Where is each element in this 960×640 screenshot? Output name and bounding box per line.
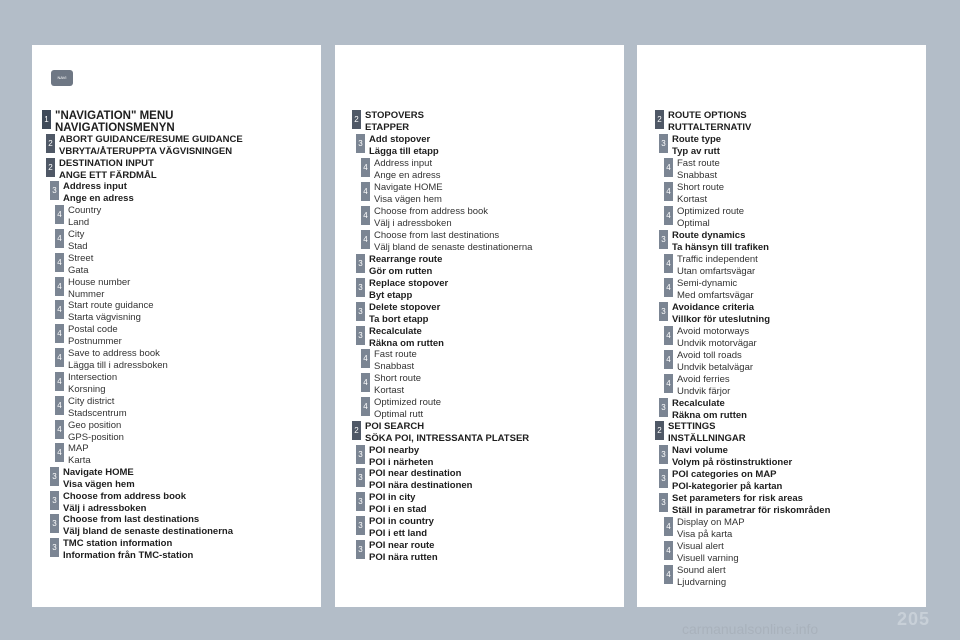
entry-english: Avoid motorways: [677, 326, 750, 337]
entry-english: Country: [68, 205, 102, 216]
menu-entry-level-4: [664, 278, 754, 302]
menu-entry-level-4: [664, 182, 724, 206]
level-badge: 4: [664, 254, 673, 273]
menu-entry-level-4: [55, 300, 154, 324]
entry-swedish: Korsning: [68, 384, 106, 395]
entry-english: Navigate HOME: [374, 182, 443, 193]
level-badge: 3: [356, 540, 365, 559]
menu-entry-text: [672, 230, 769, 254]
menu-entry-text: [374, 397, 441, 421]
entry-english: Traffic independent: [677, 254, 758, 265]
menu-entry-level-2: [46, 134, 243, 158]
level-badge: 3: [659, 230, 668, 249]
menu-entry-text: [68, 300, 154, 324]
level-badge: 4: [664, 517, 673, 536]
level-badge: 3: [356, 278, 365, 297]
entry-english: Short route: [374, 373, 421, 384]
menu-entry-text: [68, 253, 93, 277]
entry-english: Street: [68, 253, 94, 264]
menu-entry-level-2: [352, 421, 529, 445]
menu-entry-level-4: [361, 349, 417, 373]
menu-entry-text: [369, 278, 448, 302]
entry-swedish: Visa vägen hem: [374, 194, 442, 205]
level-badge: 4: [664, 278, 673, 297]
menu-entry-text: [677, 326, 757, 350]
level-badge: 4: [55, 324, 64, 343]
entry-swedish: Karta: [68, 455, 91, 466]
entry-english: Geo position: [68, 420, 122, 431]
level-badge: 2: [352, 110, 361, 129]
menu-entry-text: [677, 206, 744, 230]
level-badge: 4: [55, 300, 64, 319]
level-badge: 4: [361, 373, 370, 392]
menu-entry-level-4: [664, 350, 753, 374]
menu-entry-level-4: [55, 253, 93, 277]
menu-entry-text: [68, 205, 101, 229]
level-badge: 2: [655, 110, 664, 129]
level-badge: 2: [655, 421, 664, 440]
level-badge: 4: [664, 374, 673, 393]
menu-entry-level-4: [664, 565, 726, 589]
entry-swedish: Välj i adressboken: [374, 218, 452, 229]
entry-swedish: Undvik motorvägar: [677, 338, 757, 349]
entry-english: Short route: [677, 182, 724, 193]
menu-entry-text: [672, 398, 747, 422]
entry-english: MAP: [68, 443, 89, 454]
menu-entry-text: [365, 421, 529, 445]
entry-swedish: Snabbast: [677, 170, 718, 181]
level-badge: 4: [55, 348, 64, 367]
level-badge: 4: [664, 565, 673, 584]
entry-english: Choose from last destinations: [63, 514, 200, 525]
menu-entry-level-3: [659, 469, 782, 493]
menu-entry-text: [677, 541, 739, 565]
menu-entry-level-2: [46, 158, 157, 182]
level-badge: 3: [356, 516, 365, 535]
entry-english: House number: [68, 277, 131, 288]
entry-english: Optimized route: [677, 206, 745, 217]
menu-entry-text: [677, 158, 720, 182]
menu-entry-text: [677, 374, 730, 398]
entry-swedish: Visa vägen hem: [63, 479, 135, 490]
menu-entry-level-3: [356, 302, 440, 326]
level-badge: 4: [664, 541, 673, 560]
entry-swedish: Ljudvarning: [677, 577, 727, 588]
entry-swedish: Land: [68, 217, 90, 228]
menu-entry-text: [668, 421, 746, 445]
menu-entry-text: [365, 110, 424, 134]
menu-entry-level-4: [664, 541, 739, 565]
entry-english: Start route guidance: [68, 300, 154, 311]
level-badge: 3: [50, 514, 59, 533]
entry-english: Avoid ferries: [677, 374, 730, 385]
level-badge: 4: [55, 372, 64, 391]
menu-entry-level-4: [55, 277, 130, 301]
entry-swedish: POI nära destinationen: [369, 480, 473, 491]
entry-swedish: Visa på karta: [677, 529, 733, 540]
entry-swedish: Lägga till i adressboken: [68, 360, 168, 371]
entry-english: Semi-dynamic: [677, 278, 738, 289]
menu-entry-level-3: [659, 230, 769, 254]
menu-entry-level-4: [55, 396, 127, 420]
entry-english: Fast route: [374, 349, 417, 360]
entry-swedish: ETAPPER: [365, 122, 410, 133]
level-badge: 4: [361, 182, 370, 201]
entry-english: DESTINATION INPUT: [59, 158, 154, 169]
menu-entry-level-2: [655, 421, 746, 445]
level-badge: 3: [50, 467, 59, 486]
entry-swedish: INSTÄLLNINGAR: [668, 433, 746, 444]
menu-entry-level-3: [356, 445, 433, 469]
menu-entry-text: [63, 181, 134, 205]
entry-swedish: SÖKA POI, INTRESSANTA PLATSER: [365, 433, 530, 444]
level-badge: 2: [46, 158, 55, 177]
entry-english: SETTINGS: [668, 421, 716, 432]
entry-swedish: Ta hänsyn till trafiken: [672, 242, 769, 253]
entry-swedish: NAVIGATIONSMENYN: [55, 122, 175, 134]
entry-english: Visual alert: [677, 541, 724, 552]
entry-swedish: Gata: [68, 265, 89, 276]
menu-entry-level-3: [50, 181, 134, 205]
menu-entry-text: [374, 206, 488, 230]
level-badge: 4: [664, 206, 673, 225]
menu-entry-text: [63, 514, 233, 538]
entry-english: POI near route: [369, 540, 435, 551]
entry-swedish: Stad: [68, 241, 88, 252]
entry-english: Route type: [672, 134, 722, 145]
menu-entry-text: [374, 373, 421, 397]
entry-swedish: Undvik betalvägar: [677, 362, 754, 373]
menu-entry-level-3: [356, 134, 439, 158]
menu-entry-level-3: [50, 538, 193, 562]
menu-entry-level-4: [55, 324, 122, 348]
entry-english: POI in country: [369, 516, 434, 527]
level-badge: 3: [659, 302, 668, 321]
menu-entry-level-3: [659, 445, 792, 469]
entry-swedish: Kortast: [374, 385, 405, 396]
level-badge: 3: [659, 134, 668, 153]
entry-swedish: Med omfartsvägar: [677, 290, 754, 301]
level-badge: 4: [55, 443, 64, 462]
entry-english: Sound alert: [677, 565, 726, 576]
level-badge: 4: [664, 158, 673, 177]
entry-swedish: Typ av rutt: [672, 146, 720, 157]
menu-entry-level-4: [55, 205, 101, 229]
entry-english: Address input: [374, 158, 433, 169]
menu-entry-text: [68, 348, 168, 372]
menu-entry-text: [369, 492, 427, 516]
menu-entry-text: [369, 445, 433, 469]
entry-swedish: Kortast: [677, 194, 708, 205]
level-badge: 4: [55, 253, 64, 272]
entry-swedish: Ange en adress: [63, 193, 134, 204]
entry-english: Display on MAP: [677, 517, 745, 528]
entry-english: City district: [68, 396, 115, 407]
menu-entry-level-4: [361, 373, 421, 397]
entry-swedish: Postnummer: [68, 336, 122, 347]
entry-english: Fast route: [677, 158, 720, 169]
entry-swedish: VBRYTA/ÅTERUPPTA VÄGVISNINGEN: [59, 146, 233, 157]
menu-entry-level-4: [361, 206, 488, 230]
menu-entry-text: [369, 254, 442, 278]
menu-entry-text: [369, 302, 440, 326]
menu-entry-level-3: [659, 134, 721, 158]
entry-swedish: Snabbast: [374, 361, 415, 372]
level-badge: 3: [50, 538, 59, 557]
entry-english: Address input: [63, 181, 127, 192]
menu-entry-level-3: [356, 254, 442, 278]
menu-entry-text: [677, 254, 758, 278]
entry-english: Avoid toll roads: [677, 350, 742, 361]
level-badge: 4: [361, 397, 370, 416]
entry-english: Add stopover: [369, 134, 431, 145]
menu-entry-level-4: [55, 443, 91, 467]
menu-entry-level-4: [664, 206, 744, 230]
menu-entry-level-3: [356, 326, 444, 350]
menu-entry-level-4: [55, 229, 88, 253]
menu-entry-text: [374, 230, 532, 254]
menu-entry-text: [63, 538, 193, 562]
level-badge: 4: [361, 206, 370, 225]
entry-english: Choose from address book: [374, 206, 489, 217]
entry-english: City: [68, 229, 85, 240]
level-badge: 3: [659, 398, 668, 417]
menu-entry-level-4: [55, 420, 124, 444]
entry-swedish: POI-kategorier på kartan: [672, 481, 783, 492]
entry-english: Postal code: [68, 324, 118, 335]
menu-entry-text: [374, 349, 417, 373]
menu-entry-text: [677, 565, 726, 589]
entry-swedish: Ange en adress: [374, 170, 441, 181]
menu-entry-text: [59, 134, 243, 158]
menu-entry-text: [68, 396, 127, 420]
entry-english: Avoidance criteria: [672, 302, 755, 313]
menu-entry-level-2: [655, 110, 751, 134]
entry-english: ABORT GUIDANCE/RESUME GUIDANCE: [59, 134, 243, 145]
entry-swedish: Stadscentrum: [68, 408, 127, 419]
entry-swedish: Välj bland de senaste destinationerna: [63, 526, 233, 537]
page-number: 205: [896, 609, 930, 629]
entry-english: Route dynamics: [672, 230, 746, 241]
menu-entry-level-3: [356, 516, 434, 540]
level-badge: 4: [55, 277, 64, 296]
menu-entry-text: [374, 158, 441, 182]
menu-entry-text: [68, 443, 91, 467]
entry-english: Delete stopover: [369, 302, 441, 313]
level-badge: 3: [659, 493, 668, 512]
level-badge: 4: [664, 350, 673, 369]
menu-entry-level-3: [50, 514, 233, 538]
menu-entry-text: [63, 491, 186, 515]
entry-english: POI categories on MAP: [672, 469, 777, 480]
entry-english: Rearrange route: [369, 254, 443, 265]
entry-swedish: Information från TMC-station: [63, 550, 194, 561]
menu-entry-text: [55, 110, 175, 134]
menu-entry-text: [369, 540, 438, 564]
level-badge: 4: [55, 420, 64, 439]
entry-english: Replace stopover: [369, 278, 449, 289]
entry-swedish: Undvik färjor: [677, 386, 731, 397]
entry-swedish: POI i närheten: [369, 457, 434, 468]
menu-entry-text: [672, 493, 830, 517]
entry-english: STOPOVERS: [365, 110, 424, 121]
menu-entry-level-3: [659, 302, 770, 326]
watermark: carmanualsonline.info: [682, 621, 819, 637]
menu-entry-text: [672, 469, 782, 493]
level-badge: 4: [361, 230, 370, 249]
menu-entry-text: [369, 516, 434, 540]
level-badge: 1: [42, 110, 51, 129]
menu-entry-level-4: [664, 254, 758, 278]
level-badge: 3: [50, 491, 59, 510]
menu-entry-text: [59, 158, 157, 182]
level-badge: 4: [55, 396, 64, 415]
menu-entry-text: [369, 468, 472, 492]
menu-entry-level-4: [361, 397, 441, 421]
menu-entry-text: [677, 350, 753, 374]
menu-entry-level-4: [55, 348, 168, 372]
level-badge: 2: [352, 421, 361, 440]
entry-swedish: POI i ett land: [369, 528, 428, 539]
level-badge: 3: [356, 468, 365, 487]
level-badge: 3: [356, 134, 365, 153]
entry-swedish: Välj i adressboken: [63, 503, 147, 514]
entry-english: Save to address book: [68, 348, 160, 359]
entry-swedish: Nummer: [68, 289, 105, 300]
menu-entry-text: [672, 302, 770, 326]
level-badge: 4: [664, 182, 673, 201]
entry-swedish: Byt etapp: [369, 290, 413, 301]
menu-entry-text: [374, 182, 443, 206]
menu-entry-level-3: [356, 468, 472, 492]
menu-entry-level-4: [664, 326, 757, 350]
entry-swedish: Optimal rutt: [374, 409, 424, 420]
menu-entry-text: [369, 134, 439, 158]
entry-english: POI nearby: [369, 445, 420, 456]
entry-swedish: Visuell varning: [677, 553, 739, 564]
entry-swedish: Lägga till etapp: [369, 146, 439, 157]
level-badge: 3: [356, 492, 365, 511]
menu-entry-level-3: [50, 467, 135, 491]
entry-english: Navigate HOME: [63, 467, 134, 478]
entry-swedish: RUTTALTERNATIV: [668, 122, 752, 133]
menu-entry-text: [68, 277, 130, 301]
entry-english: POI SEARCH: [365, 421, 425, 432]
menu-entry-level-3: [356, 278, 448, 302]
menu-entry-text: [677, 278, 754, 302]
menu-entry-level-4: [361, 182, 443, 206]
entry-english: Choose from address book: [63, 491, 186, 502]
level-badge: 3: [659, 469, 668, 488]
entry-english: TMC station information: [63, 538, 173, 549]
entry-english: POI in city: [369, 492, 416, 503]
menu-entry-text: [63, 467, 135, 491]
entry-swedish: Ta bort etapp: [369, 314, 429, 325]
entry-english: Recalculate: [672, 398, 725, 409]
menu-entry-text: [668, 110, 751, 134]
menu-entry-level-4: [664, 517, 745, 541]
level-badge: 4: [361, 158, 370, 177]
entry-swedish: GPS-position: [68, 432, 124, 443]
menu-entry-level-4: [664, 158, 720, 182]
entry-english: POI near destination: [369, 468, 462, 479]
level-badge: 3: [50, 181, 59, 200]
menu-entry-text: [672, 445, 792, 469]
entry-swedish: Räkna om rutten: [369, 338, 444, 349]
entry-swedish: Volym på röstinstruktioner: [672, 457, 793, 468]
menu-entry-text: [68, 324, 122, 348]
entry-swedish: Villkor för uteslutning: [672, 314, 770, 325]
entry-english: "NAVIGATION" MENU: [55, 110, 174, 122]
entry-english: Choose from last destinations: [374, 230, 500, 241]
entry-english: ROUTE OPTIONS: [668, 110, 747, 121]
navi-button-icon: NAVI: [51, 70, 73, 86]
entry-swedish: Starta vägvisning: [68, 312, 141, 323]
entry-swedish: Räkna om rutten: [672, 410, 747, 421]
entry-swedish: POI nära rutten: [369, 552, 438, 563]
menu-entry-level-2: [352, 110, 424, 134]
level-badge: 4: [55, 205, 64, 224]
level-badge: 3: [659, 445, 668, 464]
entry-swedish: Gör om rutten: [369, 266, 433, 277]
entry-english: Set parameters for risk areas: [672, 493, 803, 504]
menu-entry-level-4: [361, 158, 441, 182]
entry-swedish: Optimal: [677, 218, 710, 229]
menu-entry-text: [68, 229, 88, 253]
level-badge: 3: [356, 254, 365, 273]
level-badge: 3: [356, 302, 365, 321]
menu-entry-level-4: [55, 372, 117, 396]
level-badge: 4: [361, 349, 370, 368]
entry-swedish: ANGE ETT FÄRDMÅL: [59, 170, 157, 181]
entry-english: Recalculate: [369, 326, 422, 337]
entry-swedish: Välj bland de senaste destinationerna: [374, 242, 533, 253]
entry-swedish: Ställ in parametrar för riskområden: [672, 505, 831, 516]
menu-entry-level-3: [50, 491, 186, 515]
level-badge: 3: [356, 445, 365, 464]
menu-entry-text: [369, 326, 444, 350]
entry-english: Navi volume: [672, 445, 728, 456]
entry-swedish: Utan omfartsvägar: [677, 266, 756, 277]
menu-entry-text: [68, 372, 117, 396]
menu-entry-level-3: [356, 540, 438, 564]
menu-entry-level-3: [659, 493, 830, 517]
menu-entry-text: [672, 134, 721, 158]
level-badge: 4: [55, 229, 64, 248]
menu-entry-text: [677, 182, 724, 206]
menu-entry-level-1: [42, 110, 175, 134]
menu-entry-level-3: [659, 398, 747, 422]
level-badge: 2: [46, 134, 55, 153]
menu-entry-text: [68, 420, 124, 444]
menu-entry-level-4: [361, 230, 532, 254]
menu-entry-level-3: [356, 492, 427, 516]
menu-entry-level-4: [664, 374, 730, 398]
entry-swedish: POI i en stad: [369, 504, 427, 515]
level-badge: 3: [356, 326, 365, 345]
menu-entry-text: [677, 517, 745, 541]
entry-english: Optimized route: [374, 397, 442, 408]
entry-english: Intersection: [68, 372, 118, 383]
level-badge: 4: [664, 326, 673, 345]
